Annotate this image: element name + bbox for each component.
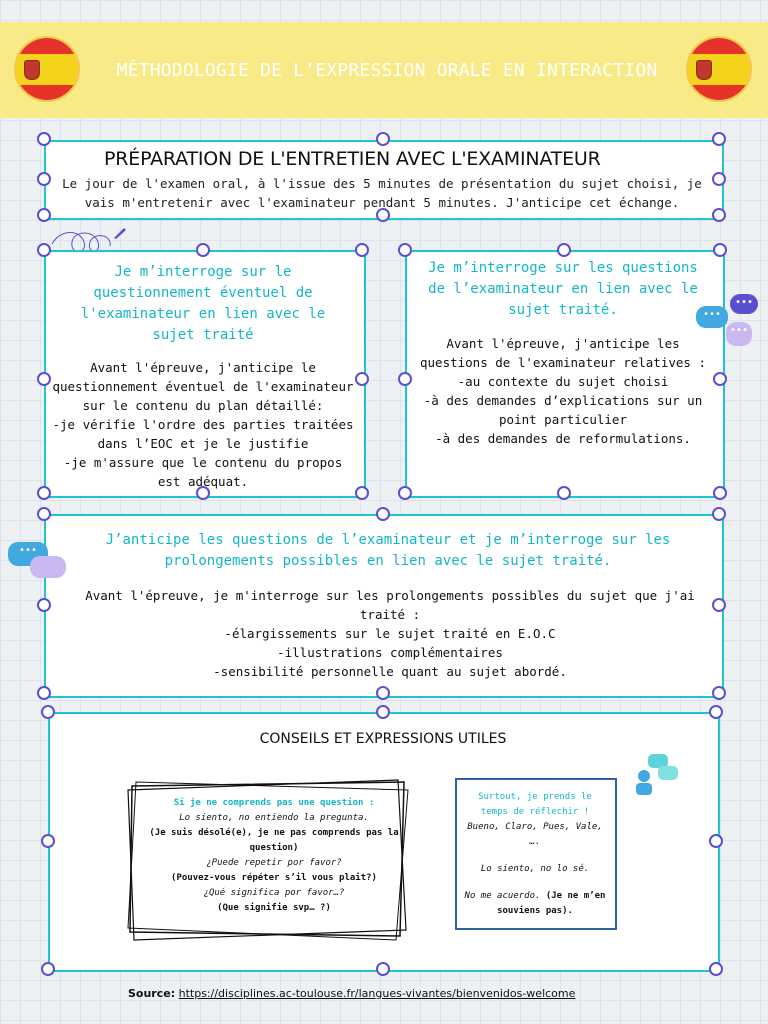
box-handle — [376, 686, 390, 700]
question-heading: J’anticipe les questions de l’examinateur et je m’interroge sur les prolongements possibles en lien avec le sujet traité. — [105, 532, 671, 569]
box-handle — [355, 486, 369, 500]
box-handle — [712, 132, 726, 146]
box-handle — [196, 243, 210, 257]
spain-flag-icon — [688, 38, 750, 100]
chat-bubble-icon — [30, 556, 66, 578]
box-handle — [712, 208, 726, 222]
box-handle — [557, 243, 571, 257]
spain-flag-icon — [16, 38, 78, 100]
box-handle — [709, 705, 723, 719]
source-link[interactable]: https://disciplines.ac-toulouse.fr/langues-vivantes/bienvenidos-welcome — [178, 987, 576, 1000]
discussion-icon — [634, 752, 680, 796]
expression-card-right-text: Surtout, je prends le temps de réflechir ! Bueno, Claro, Pues, Vale, …. Lo siento, no lo sé. No me acuerdo. (Je ne m’en souviens pas). — [464, 792, 606, 916]
box-handle — [37, 208, 51, 222]
box-handle — [713, 486, 727, 500]
box-handle — [37, 486, 51, 500]
box-handle — [37, 243, 51, 257]
box-handle — [41, 962, 55, 976]
box-handle — [37, 507, 51, 521]
chat-bubble-icon: ••• — [696, 306, 728, 328]
box-handle — [37, 172, 51, 186]
page-title: MÉTHODOLOGIE DE L’EXPRESSION ORALE EN INTERACTION — [116, 60, 658, 81]
box-handle — [398, 372, 412, 386]
box-handle — [709, 962, 723, 976]
paragraph: Avant l'épreuve, j'anticipe le questionnement éventuel de l'examinateur sur le contenu du plan détaillé: -je vérifie l'ordre des parties traitées dans l’EOC et je le justifie -je m'assure que le contenu du propos est adéquat. — [52, 360, 354, 489]
chat-bubble-icon: ••• — [730, 294, 758, 314]
box-handle — [376, 705, 390, 719]
box-handle — [37, 686, 51, 700]
box-handle — [713, 243, 727, 257]
chat-bubble-icon: ••• — [8, 542, 48, 566]
box-handle — [398, 243, 412, 257]
paragraph: Avant l'épreuve, je m'interroge sur les prolongements possibles du sujet que j'ai traité : -élargissements sur le sujet traité en E.O.C -illustrations complémentaires -sensibilité personnelle quant au sujet abordé. — [85, 588, 695, 679]
section-title: PRÉPARATION DE L'ENTRETIEN AVEC L'EXAMINATEUR — [104, 148, 601, 170]
box-handle — [712, 172, 726, 186]
box-handle — [713, 372, 727, 386]
chat-bubble-icon: ••• — [726, 322, 752, 346]
box-handle — [37, 132, 51, 146]
paragraph: Avant l'épreuve, j'anticipe les questions de l'examinateur relatives : -au contexte du sujet choisi -à des demandes d’explications sur un point particulier -à des demandes de reformulations. — [420, 336, 706, 446]
box-handle — [712, 507, 726, 521]
box-handle — [355, 243, 369, 257]
box-handle — [376, 962, 390, 976]
pen-icon — [112, 226, 128, 240]
box-handle — [41, 705, 55, 719]
section-title: CONSEILS ET EXPRESSIONS UTILES — [259, 731, 507, 747]
box-handle — [712, 598, 726, 612]
box-handle — [355, 372, 369, 386]
intro-text: Le jour de l'examen oral, à l'issue des 5 minutes de présentation du sujet choisi, je vais m'entretenir avec l'examinateur pendant 5 minutes. J'anticipe cet échange. — [62, 176, 702, 210]
box-handle — [37, 372, 51, 386]
box-handle — [41, 834, 55, 848]
box-handle — [376, 132, 390, 146]
source-line: Source: https://disciplines.ac-toulouse.fr/langues-vivantes/bienvenidos-welcome — [128, 987, 576, 1000]
box-handle — [709, 834, 723, 848]
box-handle — [37, 598, 51, 612]
box-handle — [376, 507, 390, 521]
expression-card-left: Si je ne comprends pas une question : Lo siento, no entiendo la pregunta. (Je suis désolé(e), je ne pas comprends pas la question) ¿Puede repetir por favor? (Pouvez-vous répéter s’il vous plait?) ¿Qué significa por favor…? (Que signifie svp… ?) — [149, 798, 399, 913]
box-handle — [398, 486, 412, 500]
question-heading: Je m’interroge sur le questionnement éventuel de l'examinateur en lien avec le sujet traité — [80, 264, 326, 343]
question-heading: Je m’interroge sur les questions de l’examinateur en lien avec le sujet traité. — [428, 260, 698, 318]
box-handle — [712, 686, 726, 700]
box-handle — [557, 486, 571, 500]
